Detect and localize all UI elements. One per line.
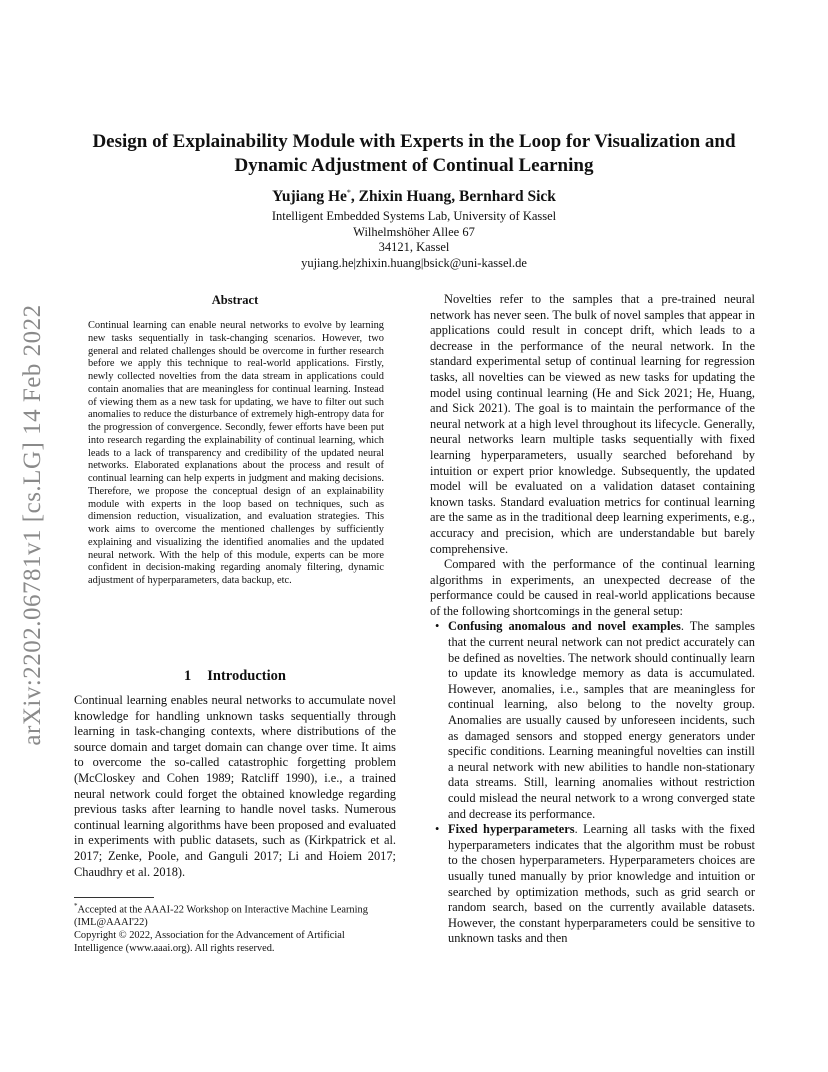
arxiv-identifier-text: arXiv:2202.06781v1 [cs.LG] 14 Feb 2022 <box>19 304 46 746</box>
abstract-heading: Abstract <box>211 293 259 307</box>
affiliation-email: yujiang.he|zhixin.huang|bsick@uni-kassel.de <box>301 255 527 270</box>
first-author: Yujiang He <box>272 188 347 206</box>
author-list <box>0 188 828 206</box>
bullet-text: . Learning all tasks with the fixed hyperparameters indicates that the algorithm must be robust to the chosen hyperparameters. Hyperparameters choices are usually tuned manually by prior knowledge and intuition or searched by optimization methods, such as grid search or random search, based on the currently available datasets. However, the constant hyperparameters could be sensitive to unknown tasks and then <box>448 822 755 946</box>
copyright-notice: Copyright © 2022, Association for the Advancement of Artificial Intelligence (www.aaai.org). All rights reserved. <box>74 930 345 955</box>
footnote-mark: * <box>74 902 78 910</box>
abstract-text: Continual learning can enable neural networks to evolve by learning new tasks sequentially in task-changing scenarios. However, two general and related challenges should be overcome in further research before we apply this technique to real-world applications. Firstly, newly collected novelties from the data stream in applications could contain anomalies that are meaningless for continual learning. Instead of viewing them as a new task for updating, we have to filter out such anomalies to reduce the disturbance of extremely high-entropy data for the progression of convergence. Secondly, fewer efforts have been put into research regarding the explainability of continual learning, which leads to a lack of transparency and credibility of the updated neural networks. Elaborated explanations about the process and result of continual learning can help experts in judgment and making decisions. Therefore, we propose the conceptual design of an explainability module with experts in the loop based on techniques, such as dimension reduction, visualization, and evaluation strategies. This work aims to overcome the mentioned challenges by sufficiently explaining and visualizing the identified anomalies and the updated neural network. With the help of this module, experts can be more confident in decision-making regarding anomaly filtering, dynamic adjustment of hyperparameters, data backup, etc. <box>88 320 384 586</box>
affiliation-city: 34121, Kassel <box>378 240 450 254</box>
list-item <box>430 619 755 822</box>
shortcomings-list <box>430 619 755 946</box>
footnote-text: Accepted at the AAAI-22 Workshop on Interactive Machine Learning (IML@AAAI'22) <box>74 904 368 929</box>
list-item <box>430 822 755 947</box>
right-column <box>430 292 755 947</box>
section-title: Introduction <box>207 668 286 684</box>
footnote <box>74 900 396 955</box>
introduction-paragraph: Continual learning enables neural networks to accumulate novel knowledge for handling unknown tasks sequentially through learning in task-changing contexts, where distributions of the source domain and target domain can change over time. It aims to overcome the so-called catastrophic forgetting problem (McCloskey and Cohen 1989; Ratcliff 1990), i.e., a trained neural network could forget the obtained knowledge regarding previous tasks after learning to handle novel tasks. Numerous continual learning algorithms have been proposed and evaluated in experiments with public datasets, such as (Kirkpatrick et al. 2017; Zenke, Poole, and Ganguli 2017; Li and Hoiem 2017; Chaudhry et al. 2018). <box>74 693 396 879</box>
other-authors: , Zhixin Huang, Bernhard Sick <box>350 188 556 206</box>
affiliation-lab: Intelligent Embedded Systems Lab, University of Kassel <box>271 209 557 223</box>
section-heading-introduction <box>74 668 396 685</box>
arxiv-identifier <box>18 290 48 760</box>
affiliation <box>0 209 828 271</box>
author-footnote-mark: * <box>346 188 351 197</box>
affiliation-street: Wilhelmshöher Allee 67 <box>353 224 475 239</box>
bullet-term: Fixed hyperparameters <box>448 822 575 837</box>
bullet-term: Confusing anomalous and novel examples <box>448 619 681 634</box>
paper-title: Design of Explainability Module with Experts in the Loop for Visualization and Dynamic Adjustment of Continual Learning <box>92 131 736 176</box>
section-number: 1 <box>184 668 192 684</box>
footnote-rule <box>74 897 154 898</box>
paragraph-comparison: Compared with the performance of the continual learning algorithms in experiments, an unexpected decrease of the performance could be caused in real-world applications because of the following shortcomings in the general setup: <box>430 557 755 618</box>
bullet-text: . The samples that the current neural network can not predict accurately can be defined as novelties. The network should continually learn to update its knowledge memory as data is accumulated. However, anomalies, i.e., samples that are meaningless for continual learning, also belong to the novelty group. Anomalies are usually caused by unforeseen incidents, such as damaged sensors and stopped energy generators under specific conditions. Learning meaningful novelties can instill a neural network with new abilities to handle non-stationary data streams. Still, learning anomalies without restriction could mislead the neural network to a wrong converged state and decrease its performance. <box>448 619 755 821</box>
introduction-body <box>74 693 396 880</box>
paragraph-novelties: Novelties refer to the samples that a pre-trained neural network has never seen. The bulk of novel samples that appear in applications could result in concept drift, which leads to a decrease in the performance of the neural network. In the standard experimental setup of continual learning for regression tasks, all novelties can be viewed as new tasks for updating the model using continual learning (He and Sick 2021; He, Huang, and Sick 2021). The goal is to maintain the performance of the neural network at a high level throughout its lifecycle. Generally, neural networks learn multiple tasks sequentially with fixed learning hyperparameters, usually searched beforehand by intuition or expert prior knowledge. Subsequently, the updated model will be evaluated on a validation dataset containing known tasks. Standard evaluation metrics for continual learning are the same as in the traditional deep learning experiments, e.g., accuracy and precision, which are understandable but barely comprehensive. <box>430 292 755 556</box>
